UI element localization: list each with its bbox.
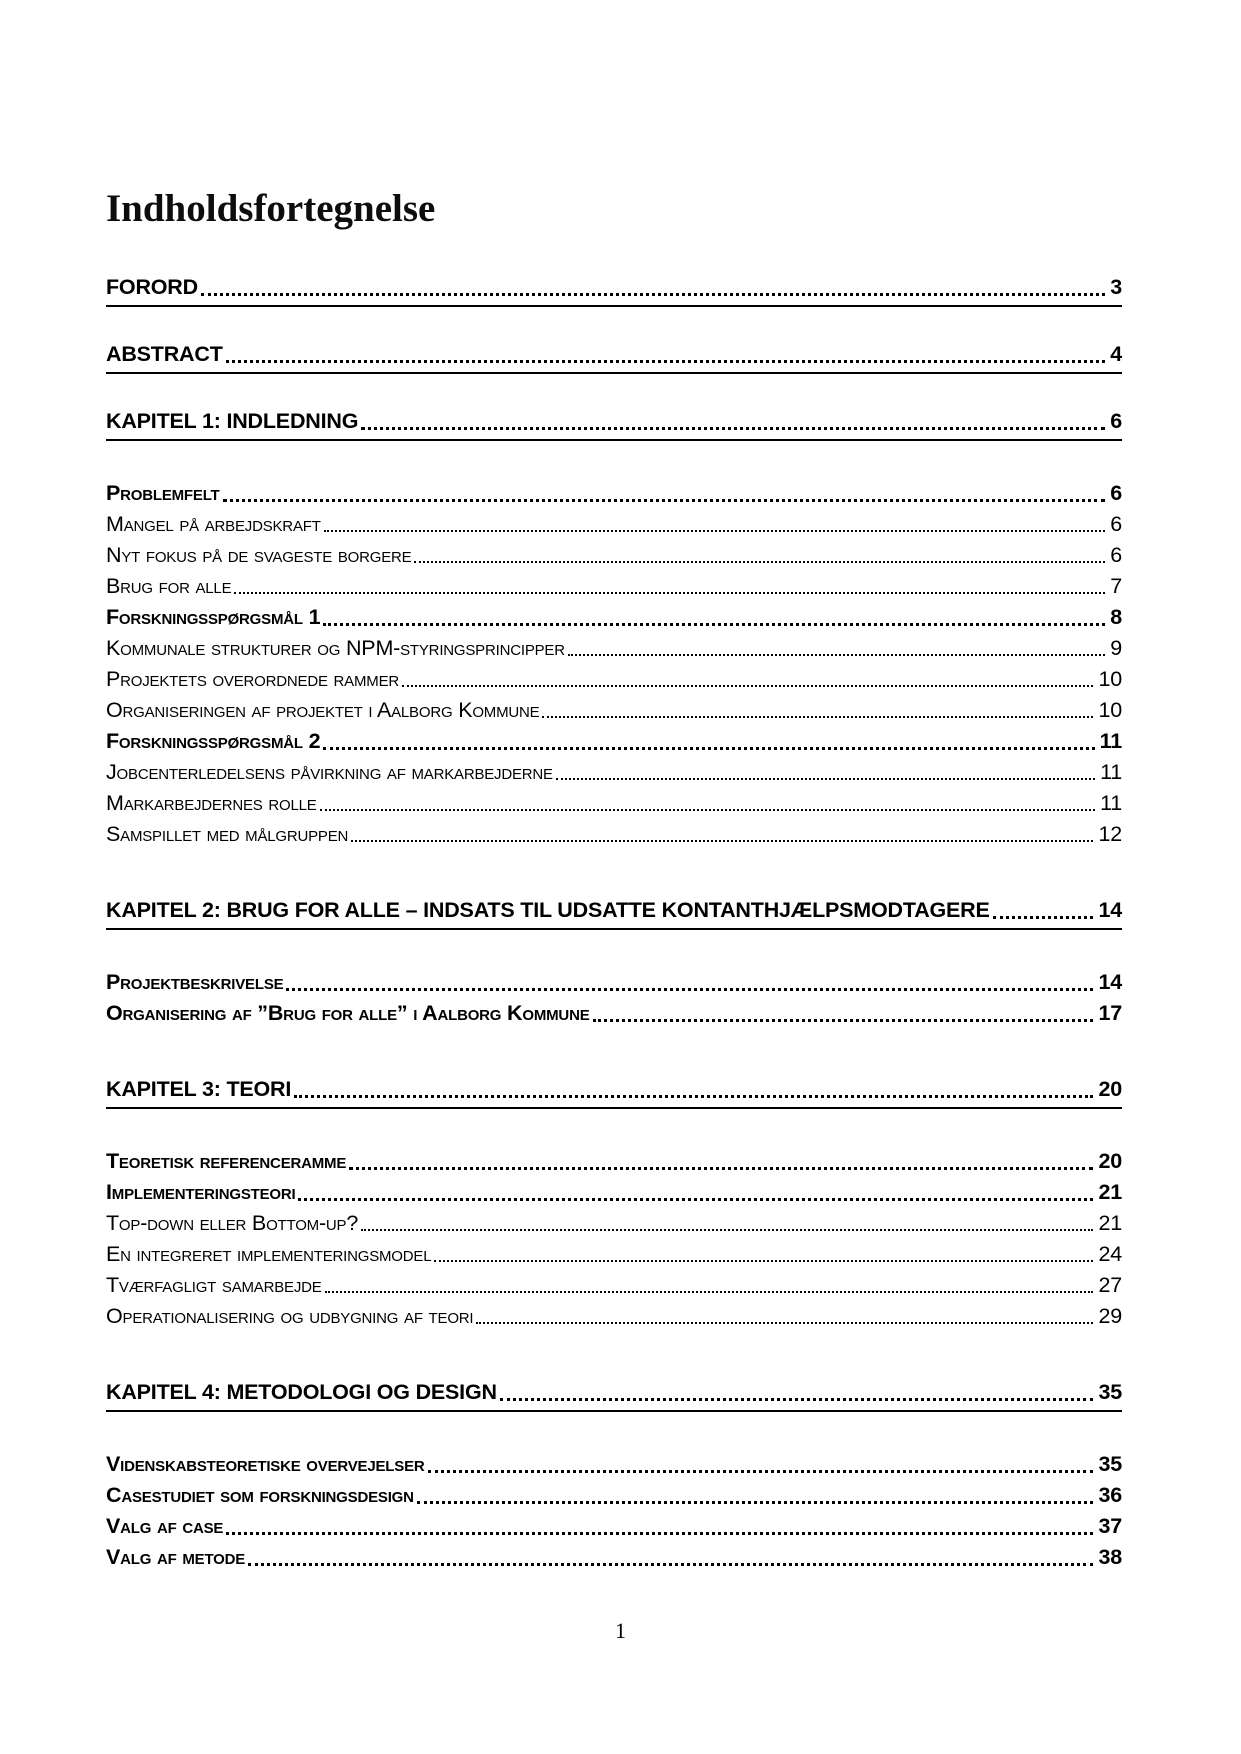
toc-entry-page: 4: [1110, 342, 1122, 366]
toc-entry-page: 9: [1110, 636, 1122, 660]
toc-entry[interactable]: [106, 634, 1122, 662]
table-of-contents: [106, 273, 1122, 1571]
toc-entry-page: 24: [1098, 1242, 1122, 1266]
toc-entry-page: 14: [1098, 898, 1122, 922]
toc-entry[interactable]: [106, 572, 1122, 600]
dot-leader: [298, 1198, 1093, 1201]
dot-leader: [325, 1291, 1094, 1293]
toc-entry[interactable]: [106, 696, 1122, 724]
toc-entry-label: Valg af metode: [106, 1545, 246, 1569]
toc-entry-label: Nyt fokus på de svageste borgere: [106, 543, 412, 567]
toc-entry-page: 29: [1098, 1304, 1122, 1328]
toc-entry-page: 21: [1098, 1211, 1122, 1235]
toc-entry-page: 6: [1110, 543, 1122, 567]
toc-entry-label: Tværfagligt samarbejde: [106, 1273, 322, 1297]
toc-entry-label: Projektets overordnede rammer: [106, 667, 400, 691]
toc-entry-page: 20: [1098, 1077, 1122, 1101]
toc-entry[interactable]: [106, 1271, 1122, 1299]
dot-leader: [542, 716, 1093, 718]
toc-entry-label: Forskningsspørgsmål 2: [106, 729, 321, 753]
toc-entry-label: Markarbejdernes rolle: [106, 791, 317, 815]
dot-leader: [320, 809, 1096, 811]
toc-entry[interactable]: [106, 1481, 1122, 1509]
toc-entry[interactable]: [106, 1075, 1122, 1109]
toc-entry-page: 11: [1100, 760, 1122, 784]
toc-entry[interactable]: [106, 1450, 1122, 1478]
toc-entry[interactable]: [106, 1178, 1122, 1206]
toc-entry-page: 12: [1098, 822, 1122, 846]
toc-entry-page: 6: [1110, 481, 1122, 505]
dot-leader: [323, 747, 1094, 750]
toc-entry-label: Samspillet med målgruppen: [106, 822, 349, 846]
dot-leader: [286, 988, 1093, 991]
toc-entry-page: 17: [1098, 1001, 1122, 1025]
toc-entry-page: 8: [1110, 605, 1122, 629]
toc-entry-page: 6: [1110, 409, 1122, 433]
dot-leader: [402, 685, 1093, 687]
dot-leader: [500, 1398, 1094, 1401]
toc-entry-page: 35: [1098, 1380, 1122, 1404]
dot-leader: [349, 1167, 1093, 1170]
dot-leader: [414, 561, 1105, 563]
toc-entry-label: Kommunale strukturer og NPM-styringsprincipper: [106, 636, 565, 660]
toc-entry-label: Valg af case: [106, 1514, 224, 1538]
toc-entry-page: 10: [1098, 667, 1122, 691]
dot-leader: [324, 530, 1106, 532]
toc-entry-label: KAPITEL 2: BRUG FOR ALLE – INDSATS TIL UDSATTE KONTANTHJÆLPSMODTAGERE: [106, 898, 990, 922]
page-number: 1: [615, 1618, 626, 1643]
page-title: Indholdsfortegnelse: [106, 187, 436, 230]
dot-leader: [993, 916, 1094, 919]
dot-leader: [556, 778, 1095, 780]
toc-entry-label: Jobcenterledelsens påvirkning af markarbejderne: [106, 760, 553, 784]
toc-entry-page: 3: [1110, 275, 1122, 299]
toc-entry-label: Teoretisk referenceramme: [106, 1149, 347, 1173]
toc-entry-label: KAPITEL 1: INDLEDNING: [106, 409, 359, 433]
dot-leader: [428, 1470, 1094, 1473]
dot-leader: [323, 623, 1105, 626]
dot-leader: [361, 1229, 1093, 1231]
toc-entry[interactable]: [106, 1512, 1122, 1540]
toc-entry-label: Organisering af ”Brug for alle” i Aalborg Kommune: [106, 1001, 590, 1025]
toc-entry[interactable]: [106, 1147, 1122, 1175]
toc-entry[interactable]: [106, 665, 1122, 693]
toc-entry[interactable]: [106, 727, 1122, 755]
toc-entry-page: 37: [1098, 1514, 1122, 1538]
toc-entry-label: KAPITEL 3: TEORI: [106, 1077, 292, 1101]
toc-entry-page: 38: [1098, 1545, 1122, 1569]
toc-entry[interactable]: [106, 407, 1122, 441]
dot-leader: [434, 1260, 1093, 1262]
toc-entry[interactable]: [106, 1240, 1122, 1268]
toc-entry-label: Brug for alle: [106, 574, 232, 598]
toc-entry-page: 11: [1100, 791, 1122, 815]
dot-leader: [223, 499, 1106, 502]
toc-entry[interactable]: [106, 999, 1122, 1027]
dot-leader: [417, 1501, 1094, 1504]
dot-leader: [361, 427, 1105, 430]
toc-entry-label: Problemfelt: [106, 481, 220, 505]
toc-entry[interactable]: [106, 820, 1122, 848]
toc-entry-page: 36: [1098, 1483, 1122, 1507]
dot-leader: [351, 840, 1093, 842]
toc-entry[interactable]: [106, 1302, 1122, 1330]
toc-entry-label: FORORD: [106, 275, 198, 299]
toc-entry[interactable]: [106, 968, 1122, 996]
toc-entry-page: 14: [1098, 970, 1122, 994]
dot-leader: [593, 1019, 1094, 1022]
toc-entry-label: Operationalisering og udbygning af teori: [106, 1304, 474, 1328]
toc-entry[interactable]: [106, 896, 1122, 930]
dot-leader: [248, 1563, 1093, 1566]
toc-entry-page: 11: [1099, 729, 1122, 753]
toc-entry-label: Videnskabsteoretiske overvejelser: [106, 1452, 425, 1476]
dot-leader: [234, 592, 1105, 594]
dot-leader: [476, 1322, 1093, 1324]
dot-leader: [201, 293, 1105, 296]
toc-entry-page: 21: [1098, 1180, 1122, 1204]
dot-leader: [226, 1532, 1093, 1535]
toc-entry-page: 10: [1098, 698, 1122, 722]
toc-entry[interactable]: [106, 758, 1122, 786]
toc-entry-page: 35: [1098, 1452, 1122, 1476]
toc-entry-page: 27: [1098, 1273, 1122, 1297]
toc-entry[interactable]: [106, 340, 1122, 374]
toc-entry-label: Top-down eller Bottom-up?: [106, 1211, 359, 1235]
toc-entry[interactable]: [106, 541, 1122, 569]
toc-entry-page: 20: [1098, 1149, 1122, 1173]
page-footer: [0, 1618, 1241, 1644]
toc-entry-page: 7: [1110, 574, 1122, 598]
toc-entry[interactable]: [106, 479, 1122, 507]
toc-entry[interactable]: [106, 273, 1122, 307]
toc-entry[interactable]: [106, 510, 1122, 538]
toc-entry-label: ABSTRACT: [106, 342, 223, 366]
toc-entry[interactable]: [106, 1543, 1122, 1571]
toc-entry-label: Implementeringsteori: [106, 1180, 296, 1204]
toc-entry[interactable]: [106, 603, 1122, 631]
dot-leader: [226, 360, 1106, 363]
toc-entry-label: Forskningsspørgsmål 1: [106, 605, 321, 629]
toc-entry-label: Casestudiet som forskningsdesign: [106, 1483, 414, 1507]
toc-entry-label: Organiseringen af projektet i Aalborg Kommune: [106, 698, 540, 722]
toc-entry[interactable]: [106, 1378, 1122, 1412]
toc-entry-label: Projektbeskrivelse: [106, 970, 284, 994]
toc-entry-label: KAPITEL 4: METODOLOGI OG DESIGN: [106, 1380, 497, 1404]
toc-entry-page: 6: [1110, 512, 1122, 536]
toc-entry-label: En integreret implementeringsmodel: [106, 1242, 432, 1266]
toc-entry-label: Mangel på arbejdskraft: [106, 512, 321, 536]
toc-entry[interactable]: [106, 789, 1122, 817]
dot-leader: [294, 1095, 1093, 1098]
toc-entry[interactable]: [106, 1209, 1122, 1237]
dot-leader: [568, 654, 1105, 656]
